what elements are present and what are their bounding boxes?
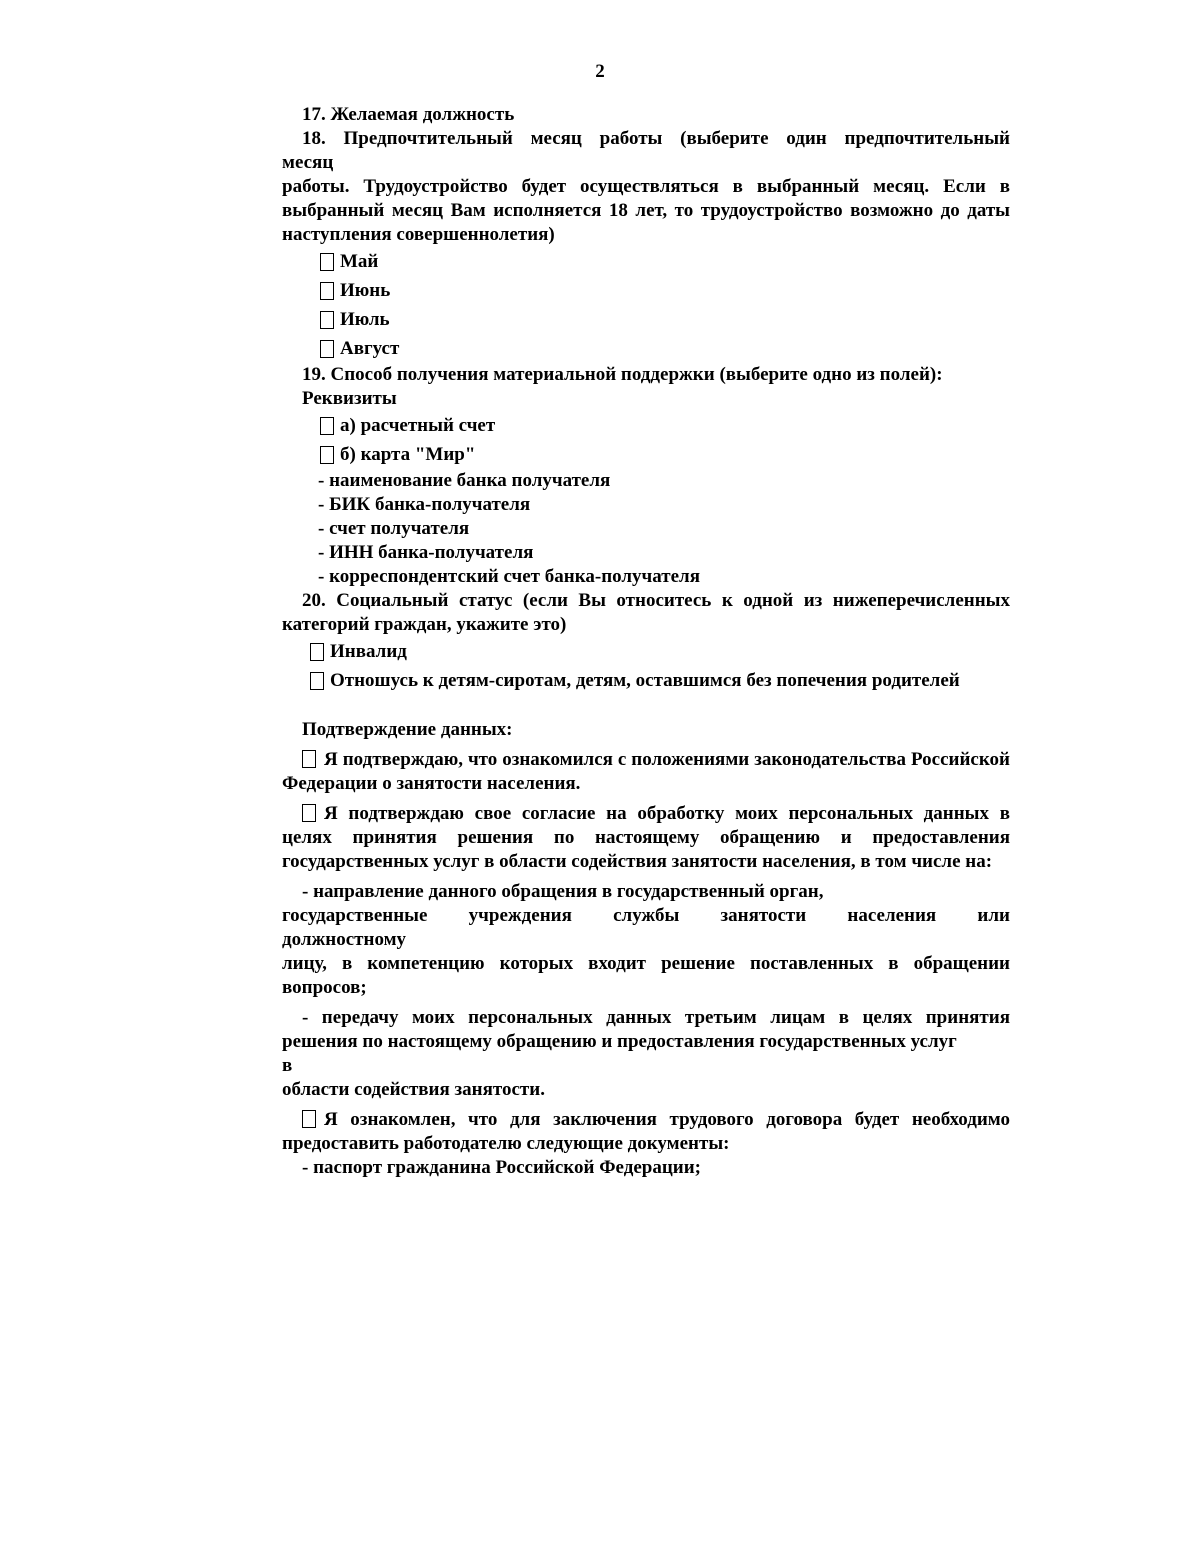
question-18-line2: месяц bbox=[282, 152, 334, 173]
question-19-subtitle: Реквизиты bbox=[302, 388, 397, 409]
question-17: 17. Желаемая должность bbox=[302, 104, 515, 125]
consent-sub2-v: в bbox=[282, 1055, 293, 1076]
option-orphan-label: Отношусь к детям-сиротам, детям, оставшимся без попечения родителей bbox=[330, 669, 960, 691]
checkbox-july[interactable] bbox=[320, 311, 334, 329]
option-disabled[interactable] bbox=[310, 637, 1010, 666]
checkbox-june[interactable] bbox=[320, 282, 334, 300]
consent-sub2-body: - передачу моих персональных данных третьим лицам в целях принятия решения по настоящему обращению и предоставления государственных услуг bbox=[282, 1007, 1010, 1052]
confirmation-item-3-text: Я ознакомлен, что для заключения трудового договора будет необходимо предоставить работодателю следующие документы: bbox=[282, 1109, 1010, 1154]
option-august-label: Август bbox=[340, 337, 400, 359]
option-settlement-account-label: а) расчетный счет bbox=[340, 414, 496, 436]
option-settlement-account[interactable] bbox=[320, 411, 1010, 440]
question-20-title: 20. Социальный статус (если Вы относитесь к одной из нижеперечисленных категорий граждан, укажите это) bbox=[282, 590, 1010, 635]
consent-sub1-line1: - направление данного обращения в государственный орган, bbox=[302, 881, 824, 902]
field-bik: - БИК банка-получателя bbox=[318, 494, 531, 515]
question-18-line1: 18. Предпочтительный месяц работы (выберите один предпочтительный bbox=[302, 128, 1010, 149]
question-19-title: 19. Способ получения материальной поддержки (выберите одно из полей): bbox=[302, 364, 943, 385]
confirmation-item-3 bbox=[282, 1108, 1010, 1156]
option-july[interactable] bbox=[320, 305, 1010, 334]
checkbox-mir-card[interactable] bbox=[320, 446, 334, 464]
option-august[interactable] bbox=[320, 334, 1010, 363]
confirmation-item-1-text: Я подтверждаю, что ознакомился с положениями законодательства Российской Федерации о занятости населения. bbox=[282, 749, 1010, 794]
option-july-label: Июль bbox=[340, 308, 390, 330]
field-corr-account: - корреспондентский счет банка-получателя bbox=[318, 566, 700, 587]
option-mir-card-label: б) карта "Мир" bbox=[340, 443, 476, 465]
question-18-body: работы. Трудоустройство будет осуществляться в выбранный месяц. Если в выбранный месяц Вам исполняется 18 лет, то трудоустройство возможно до даты наступления совершеннолетия) bbox=[282, 176, 1010, 245]
consent-sub1-body: лицу, в компетенцию которых входит решение поставленных в обращении вопросов; bbox=[282, 953, 1010, 998]
page-number: 2 bbox=[595, 61, 605, 82]
checkbox-confirm-personal-data[interactable] bbox=[302, 804, 316, 822]
consent-sub2-end: области содействия занятости. bbox=[282, 1079, 545, 1100]
option-disabled-label: Инвалид bbox=[330, 640, 407, 662]
option-may[interactable] bbox=[320, 247, 1010, 276]
checkbox-orphan[interactable] bbox=[310, 672, 324, 690]
field-inn: - ИНН банка-получателя bbox=[318, 542, 534, 563]
field-bank-name: - наименование банка получателя bbox=[318, 470, 611, 491]
option-june[interactable] bbox=[320, 276, 1010, 305]
confirmation-item-2-text: Я подтверждаю свое согласие на обработку моих персональных данных в целях принятия решения по настоящему обращению и предоставления государственных услуг в области содействия занятости населения, в том числе на: bbox=[282, 803, 1010, 872]
confirmation-item-1 bbox=[282, 748, 1010, 796]
checkbox-documents-ack[interactable] bbox=[302, 1110, 316, 1128]
document-passport: - паспорт гражданина Российской Федерации; bbox=[302, 1157, 701, 1178]
option-may-label: Май bbox=[340, 250, 379, 272]
checkbox-august[interactable] bbox=[320, 340, 334, 358]
checkbox-confirm-law[interactable] bbox=[302, 750, 316, 768]
option-orphan[interactable] bbox=[310, 666, 1010, 695]
option-june-label: Июнь bbox=[340, 279, 391, 301]
field-account: - счет получателя bbox=[318, 518, 470, 539]
checkbox-disabled[interactable] bbox=[310, 643, 324, 661]
consent-sub1-line2: государственные учреждения службы занятости населения или bbox=[282, 905, 1010, 926]
confirmation-heading: Подтверждение данных: bbox=[302, 719, 513, 740]
consent-sub1-line3: должностному bbox=[282, 929, 407, 950]
checkbox-settlement-account[interactable] bbox=[320, 417, 334, 435]
checkbox-may[interactable] bbox=[320, 253, 334, 271]
form-content bbox=[282, 103, 1010, 1180]
confirmation-item-2 bbox=[282, 802, 1010, 874]
option-mir-card[interactable] bbox=[320, 440, 1010, 469]
